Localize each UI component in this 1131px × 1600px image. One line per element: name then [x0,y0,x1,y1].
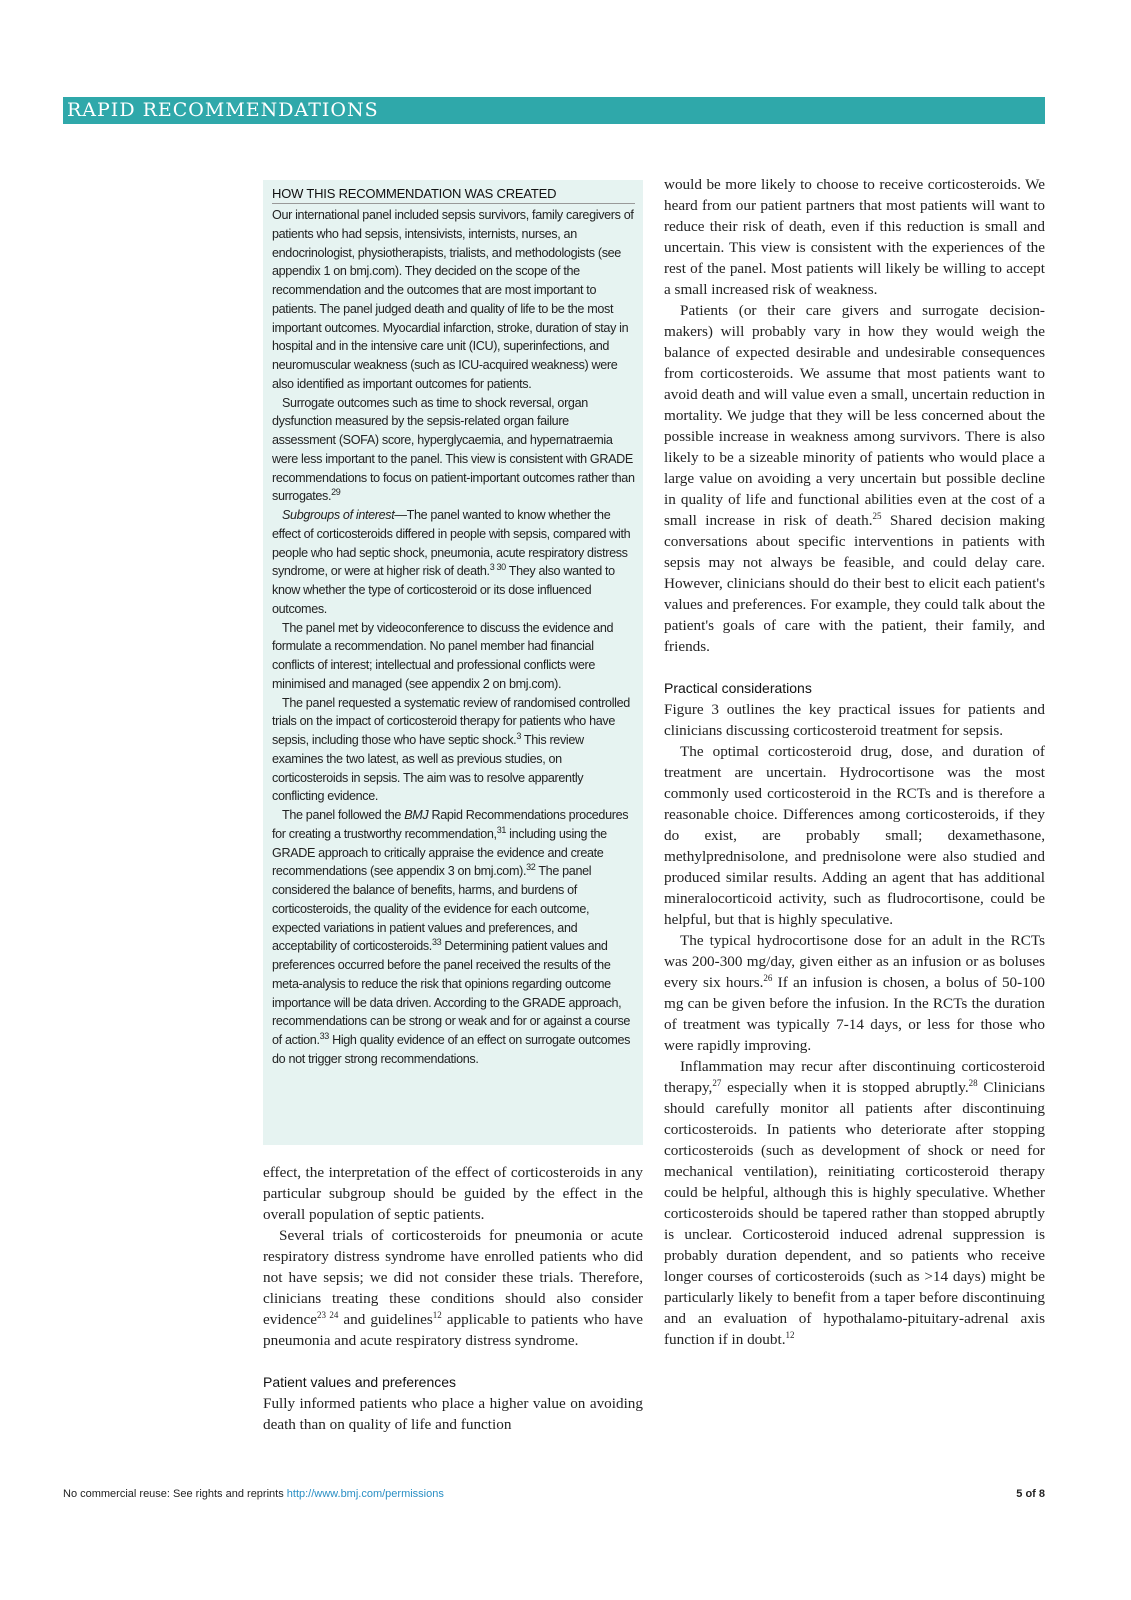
paragraph: effect, the interpretation of the effect of corticosteroids in any particular subgroup should be guided by the effect in the overall population of septic patients. [263,1164,643,1223]
right-column [664,174,1045,1350]
citation-reference: 3 30 [489,562,506,573]
left-column [263,1162,643,1435]
italic-text: BMJ [404,808,429,822]
paragraph: Patients (or their care givers and surrogate decision-makers) will probably vary in how they would weigh the balance of expected desirable and undesirable consequences from corticosteroids. We assume that most patients want to avoid death and will value even a small, uncertain reduction in mortality. We judge that they will be less concerned about the possible increase in weakness among survivors. There is also likely to be a sizeable minority of patients who would place a large value on avoiding a very uncertain but possible decline in quality of life and functional abilities even at the cost of a small increase in risk of death.$^{25}$ Shared decision making conversations about specific interventions in patients with sepsis may not always be feasible, and could delay care. However, clinicians should do their best to elicit each patient's values and preferences. For example, they could talk about the patient's goals of care with the patient, their family, and friends. [664,302,1045,655]
paragraph: would be more likely to choose to receive corticosteroids. We heard from our patient partners that most patients will want to reduce their risk of death, even if this reduction is small and uncertain. This view is consistent with the experiences of the rest of the panel. Most patients will likely be willing to accept a small increased risk of weakness. [664,176,1045,298]
citation-reference: 31 [496,824,506,835]
section-title: RAPID RECOMMENDATIONS [67,99,379,121]
heading-practical-considerations: Practical considerations [664,680,812,696]
permissions-link[interactable]: http://www.bmj.com/permissions [286,1488,444,1500]
paragraph: The panel met by videoconference to discuss the evidence and formulate a recommendation. No panel member had financial conflicts of interest; intellectual and professional conflicts were minimised and managed (see appendix 2 on bmj.com). [272,620,614,691]
paragraph: Surrogate outcomes such as time to shock reversal, organ dysfunction measured by the sepsis-related organ failure assessment (SOFA) score, hyperglycaemia, and hypernatraemia were less important to the panel. This view is consistent with GRADE recommendations to focus on patient-important outcomes rather than surrogates.$^{29}$ [272,395,635,504]
italic-text: Subgroups of interest [282,508,395,522]
paragraph: Our international panel included sepsis survivors, family caregivers of patients who had sepsis, intensivists, internists, nurses, an endocrinologist, physiotherapists, trialists, and methodologists (see appendix 1 on bmj.com). They decided on the scope of the recommendation and the outcomes that are most important to patients. The panel judged death and quality of life to be the most important outcomes. Myocardial infarction, stroke, duration of stay in hospital and in the intensive care unit (ICU), superinfections, and neuromuscular weakness (such as ICU-acquired weakness) were also identified as important outcomes for patients. [272,208,634,391]
citation-reference: 26 [763,972,773,983]
footer [63,1488,1045,1500]
citation-reference: 33 [319,1030,329,1041]
left-column-body [263,1162,643,1351]
paragraph: Several trials of corticosteroids for pneumonia or acute respiratory distress syndrome have enrolled patients who did not have sepsis; we did not consider these trials. Therefore, clinicians treating these conditions should also consider evidence$^{23 24}$ and guidelines$^{12}$ applicable to patients who have pneumonia and acute respiratory distress syndrome. [263,1227,644,1349]
paragraph: Fully informed patients who place a higher value on avoiding death than on quality of life and function [263,1395,643,1433]
citation-reference: 12 [432,1309,442,1320]
paragraph: Inflammation may recur after discontinuing corticosteroid therapy,$^{27}$ especially when it is stopped abruptly.$^{28}$ Clinicians should carefully monitor all patients after discontinuing corticosteroids. In patients who deteriorate after stopping corticosteroids (such as development of shock or need for mechanical ventilation), reinitiating corticosteroid therapy could be helpful, although this is highly speculative. Whether corticosteroids should be tapered rather than stopped abruptly is unclear. Corticosteroid induced adrenal suppression is probably duration dependent, and so patients who receive longer courses of corticosteroids (such as >14 days) might be particularly likely to benefit from a taper before discontinuing and an evaluation of hypothalamo-pituitary-adrenal axis function if in doubt.$^{12}$ [664,1058,1046,1348]
citation-reference: 29 [331,487,341,498]
left-column-body-2 [263,1393,643,1435]
citation-reference: 32 [526,862,536,873]
citation-reference: 3 [516,730,521,741]
citation-reference: 23 24 [316,1309,339,1320]
paragraph: Figure 3 outlines the key practical issues for patients and clinicians discussing corticosteroid treatment for sepsis. [664,701,1045,739]
citation-reference: 33 [431,937,442,948]
paragraph: The panel followed the BMJ Rapid Recommendations procedures for creating a trustworthy recommendation,$^{31}$ including using the GRADE approach to critically appraise the evidence and create recommendations (see appendix 3 on bmj.com).$^{32}$ The panel considered the balance of benefits, harms, and burdens of corticosteroids, the quality of the evidence for each outcome, expected variations in patient values and preferences, and acceptability of corticosteroids.$^{33}$ Determining patient values and preferences occurred before the panel received the results of the meta-analysis to reduce the risk that opinions regarding outcome importance will be data driven. According to the GRADE approach, recommendations can be strong or weak and for or against a course of action.$^{33}$ High quality evidence of an effect on surrogate outcomes do not trigger strong recommendations. [272,808,631,1066]
page-number: 5 of 8 [1016,1488,1045,1500]
section-banner [63,97,1045,124]
how-recommendation-created-box [263,180,643,1145]
citation-reference: 27 [712,1077,722,1088]
paragraph: The panel requested a systematic review of randomised controlled trials on the impact of corticosteroid therapy for patients who have sepsis, including those who have septic shock.$^3$ This review examines the two latest, as well as previous studies, on corticosteroids in sepsis. The aim was to resolve apparently conflicting evidence. [272,695,630,804]
citation-reference: 25 [872,510,882,521]
citation-reference: 28 [968,1077,978,1088]
paragraph: The typical hydrocortisone dose for an adult in the RCTs was 200-300 mg/day, given either as an infusion or as boluses every six hours.$^{26}$ If an infusion is chosen, a bolus of 50-100 mg can be given before the infusion. In the RCTs the duration of treatment was typically 7-14 days, or less for those who were rapidly improving. [664,932,1045,1054]
box-title: HOW THIS RECOMMENDATION WAS CREATED [272,186,635,204]
right-column-body-2 [664,699,1045,1350]
citation-reference: 12 [785,1329,795,1340]
box-body [272,206,635,1069]
footer-text: No commercial reuse: See rights and reprints [63,1488,287,1500]
paragraph: Subgroups of interest—The panel wanted to know whether the effect of corticosteroids differed in people with sepsis, compared with people who had septic shock, pneumonia, acute respiratory distress syndrome, or were at higher risk of death.$^{3 30}$ They also wanted to know whether the type of corticosteroid or its dose influenced outcomes. [272,508,631,616]
heading-patient-values: Patient values and preferences [263,1374,457,1390]
paragraph: The optimal corticosteroid drug, dose, and duration of treatment are uncertain. Hydrocortisone was the most commonly used corticosteroid in the RCTs and is therefore a reasonable choice. Differences among corticosteroids, if they do exist, are probably small; dexamethasone, methylprednisolone, and prednisolone were also studied and produced similar results. Adding an agent that has additional mineralocorticoid activity, such as fludrocortisone, could be helpful, but that is highly speculative. [664,743,1045,928]
right-column-body [664,174,1045,657]
